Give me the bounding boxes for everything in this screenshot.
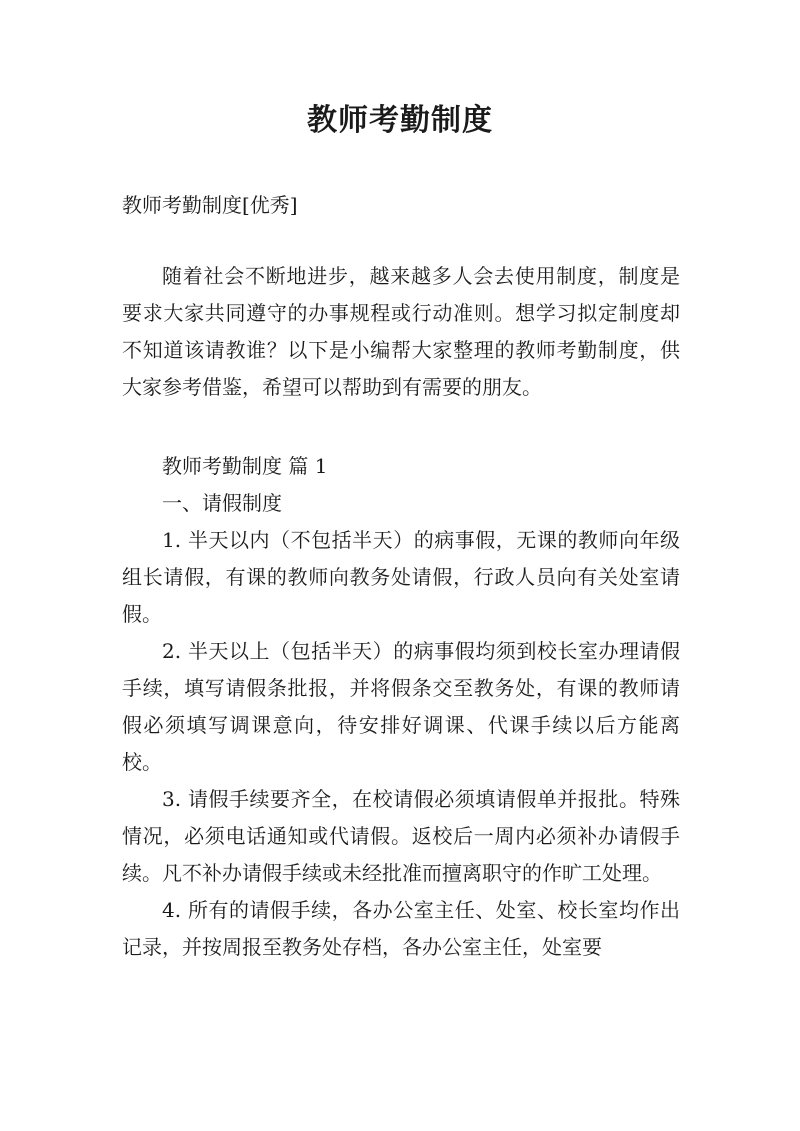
section-heading: 教师考勤制度 篇 1	[162, 454, 328, 478]
policy-item-2: 2. 半天以上（包括半天）的病事假均须到校长室办理请假手续，填写请假条批报，并将假条交至教务处，有课的教师请假必须填写调课意向，待安排好调课、代课手续以后方能离校。	[122, 639, 680, 774]
intro-paragraph: 随着社会不断地进步，越来越多人会去使用制度，制度是要求大家共同遵守的办事规程或行动准则。想学习拟定制度却不知道该请教谁？以下是小编帮大家整理的教师考勤制度，供大家参考借鉴，希望可以帮助到有需要的朋友。	[122, 264, 680, 399]
leave-policy-heading: 一、请假制度	[162, 491, 282, 515]
policy-item-1: 1. 半天以内（不包括半天）的病事假，无课的教师向年级组长请假，有课的教师向教务处请假，行政人员向有关处室请假。	[122, 528, 680, 626]
document-title: 教师考勤制度	[307, 103, 493, 138]
attendance-section	[122, 448, 680, 966]
policy-item-4: 4. 所有的请假手续，各办公室主任、处室、校长室均作出记录，并按周报至教务处存档，各办公室主任，处室要	[122, 898, 680, 959]
document-subtitle: 教师考勤制度[优秀]	[122, 193, 298, 217]
policy-item-3: 3. 请假手续要齐全，在校请假必须填请假单并报批。特殊情况，必须电话通知或代请假。返校后一周内必须补办请假手续。凡不补办请假手续或未经批准而擅离职守的作旷工处理。	[122, 787, 680, 885]
intro-section	[122, 258, 680, 406]
